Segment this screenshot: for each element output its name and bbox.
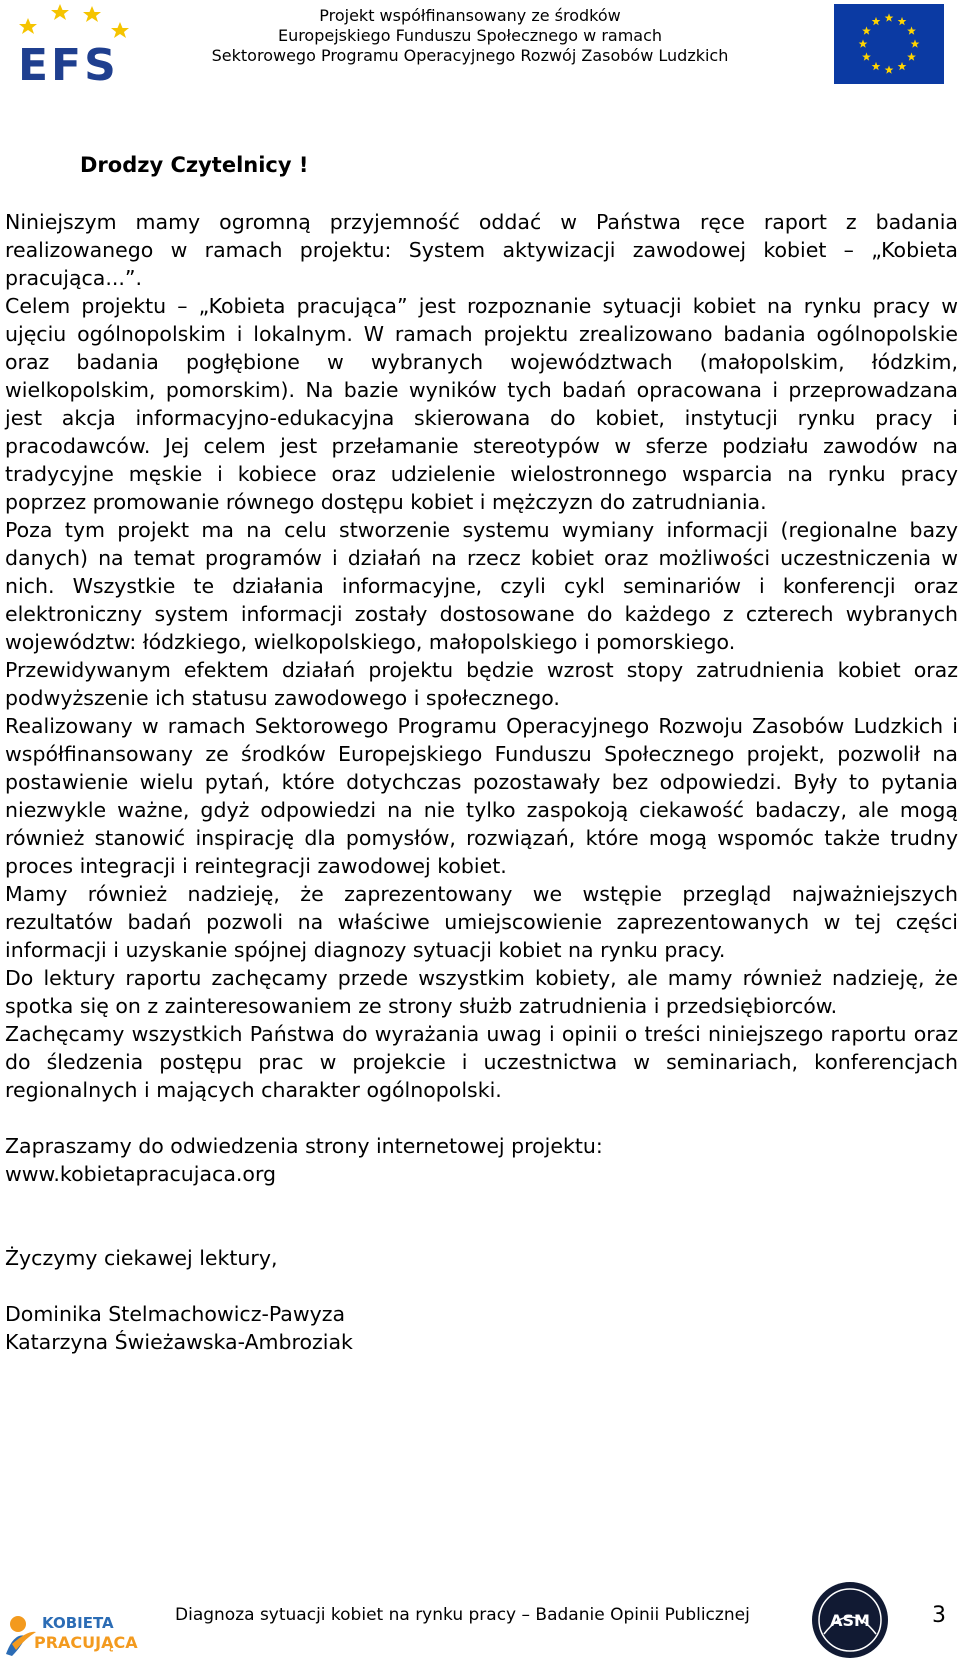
efs-logo [14, 2, 146, 88]
asm-logo-text: ASM [830, 1611, 870, 1630]
letter-body [5, 208, 958, 1104]
funding-statement [150, 6, 790, 66]
footer-title: Diagnoza sytuacji kobiet na rynku pracy – Badanie Opinii Publicznej [175, 1605, 750, 1625]
website-section [5, 1132, 960, 1188]
paragraph-feedback: Zachęcamy wszystkich Państwa do wyrażania uwag i opinii o treści niniejszego raportu oraz do śledzenia postępu prac w projekcie i uczestnictwa w seminariach, konferencjach regionalnych i mających charakter ogólnopolski. [5, 1022, 958, 1102]
closing-text: Życzymy ciekawej lektury, [5, 1246, 278, 1270]
kobieta-pracujaca-logo [2, 1602, 152, 1660]
closing-section [5, 1244, 960, 1272]
signature-name: Dominika Stelmachowicz-Pawyza [5, 1302, 346, 1326]
paragraph-funding: Realizowany w ramach Sektorowego Programu Operacyjnego Rozwoju Zasobów Ludzkich i współfinansowany ze środków Europejskiego Funduszu Społecznego projekt, pozwolił na postawienie wielu pytań, które dotychczas pozostawały bez odpowiedzi. Były to pytania niezwykle ważne, gdyż odpowiedzi na nie tylko zaspokoją ciekawość badaczy, ale mogą również stanowić inspirację dla pomysłów, rozwiązań, które mogą wspomóc także trudny proces integracji i reintegracji zawodowej kobiet. [5, 714, 958, 878]
page-number: 3 [932, 1603, 946, 1628]
funding-line-1: Projekt współfinansowany ze środków [319, 6, 621, 25]
paragraph-audience: Do lektury raportu zachęcamy przede wszystkim kobiety, ale mamy również nadzieję, że spotka się on z zainteresowaniem ze strony służb zatrudnienia i przedsiębiorców. [5, 966, 958, 1018]
page-footer [0, 1560, 960, 1664]
funding-line-2: Europejskiego Funduszu Społecznego w ramach [277, 26, 663, 45]
eu-flag-icon [834, 4, 944, 84]
paragraph-effect: Przewidywanym efektem działań projektu będzie wzrost stopy zatrudnienia kobiet oraz podwyższenie ich statusu zawodowego i społecznego. [5, 658, 958, 710]
logo-line-2: PRACUJĄCA [34, 1633, 138, 1652]
signature-name: Katarzyna Świeżawska-Ambroziak [5, 1330, 353, 1354]
asm-logo [810, 1580, 890, 1660]
website-link[interactable]: www.kobietapracujaca.org [5, 1162, 277, 1186]
efs-logo-text: EFS [18, 40, 119, 88]
website-invite: Zapraszamy do odwiedzenia strony internetowej projektu: [5, 1134, 603, 1158]
logo-line-1: KOBIETA [42, 1614, 114, 1632]
paragraph-info-system: Poza tym projekt ma na celu stworzenie systemu wymiany informacji (regionalne bazy danych) na temat programów i działań na rzecz kobiet oraz możliwości uczestniczenia w nich. Wszystkie te działania informacyjne, czyli cykl seminariów i konferencji oraz elektroniczny system informacji zostały dostosowane do każdego z czterech wybranych województw: łódzkiego, wielkopolskiego, małopolskiego i pomorskiego. [5, 518, 958, 654]
paragraph-hope: Mamy również nadzieję, że zaprezentowany we wstępie przegląd najważniejszych rezultatów badań pozwoli na właściwe umiejscowienie zaprezentowanych w tej części informacji i uzyskanie spójnej diagnozy sytuacji kobiet na rynku pracy. [5, 882, 958, 962]
letter-content [5, 150, 960, 1356]
page-header [0, 0, 960, 100]
signatures [5, 1300, 960, 1356]
paragraph-intro: Niniejszym mamy ogromną przyjemność oddać w Państwa ręce raport z badania realizowanego w ramach projektu: System aktywizacji zawodowej kobiet – „Kobieta pracująca...”. [5, 210, 958, 290]
funding-line-3: Sektorowego Programu Operacyjnego Rozwój Zasobów Ludzkich [211, 46, 729, 65]
greeting: Drodzy Czytelnicy ! [80, 153, 309, 177]
paragraph-goal: Celem projektu – „Kobieta pracująca” jest rozpoznanie sytuacji kobiet na rynku pracy w ujęciu ogólnopolskim i lokalnym. W ramach projektu zrealizowano badania ogólnopolskie oraz badania pogłębione w wybranych województwach (małopolskim, łódzkim, wielkopolskim, pomorskim). Na bazie wyników tych badań opracowana i przeprowadzana jest akcja informacyjno-edukacyjna skierowana do kobiet, instytucji rynku pracy i pracodawców. Jej celem jest przełamanie stereotypów w sferze podziału zawodów na tradycyjne męskie i kobiece oraz udzielenie wielostronnego wsparcia na rynku pracy poprzez promowanie równego dostępu kobiet i mężczyzn do zatrudniania. [5, 294, 958, 514]
